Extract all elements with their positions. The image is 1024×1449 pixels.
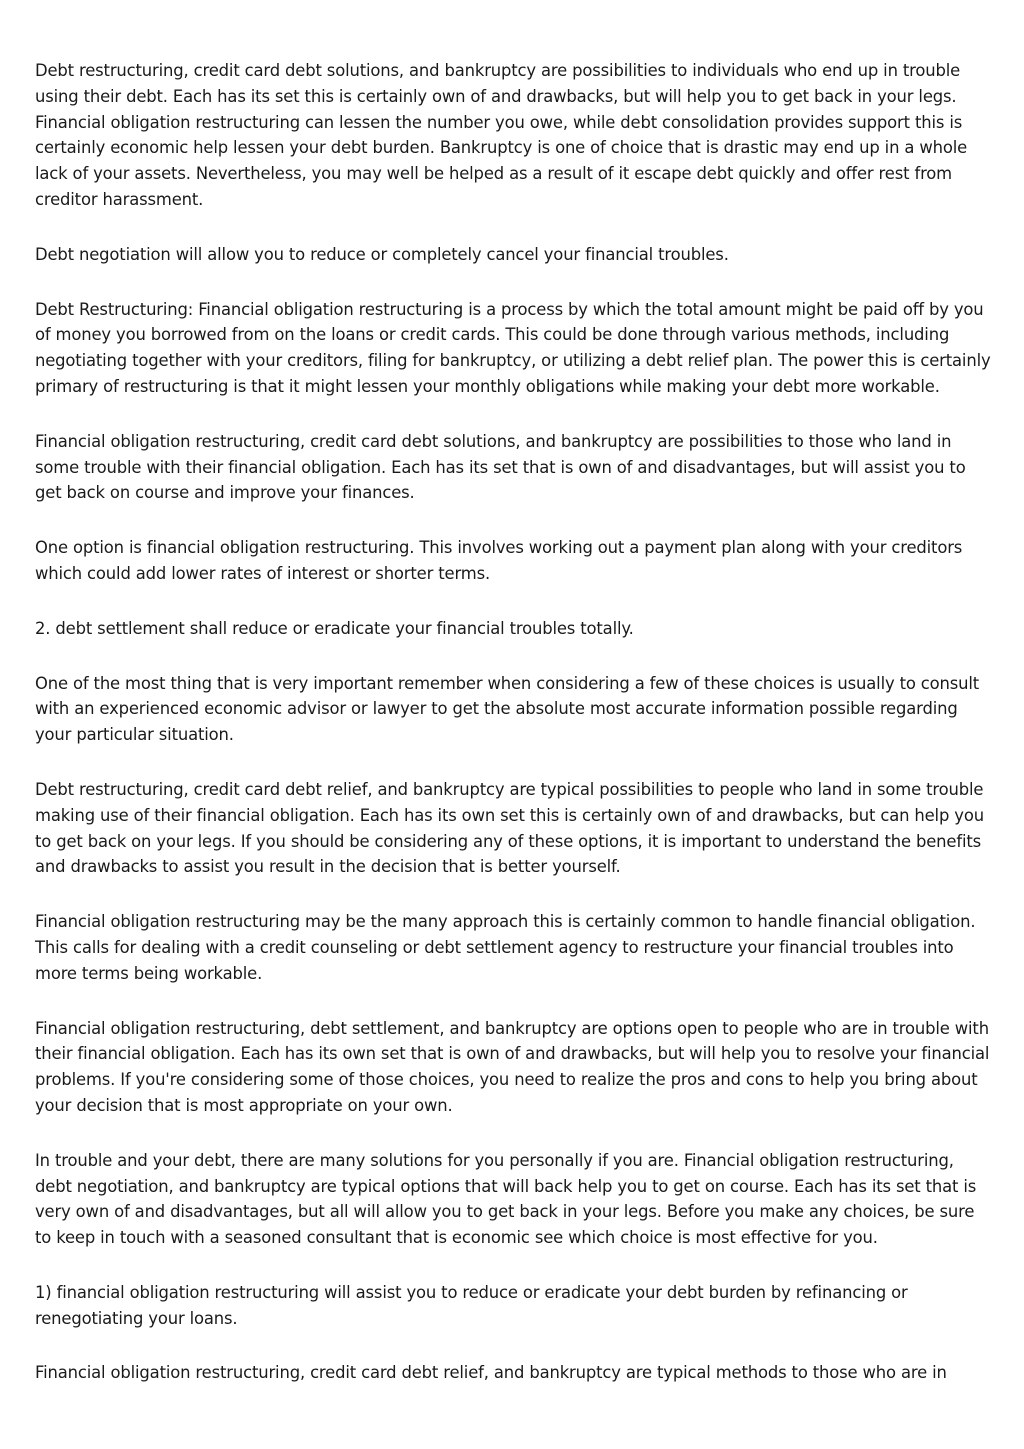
- paragraph-5: One option is financial obligation restructuring. This involves working out a payment plan along with your creditors which could add lower rates of interest or shorter terms.: [35, 538, 963, 583]
- paragraph-4: Financial obligation restructuring, credit card debt solutions, and bankruptcy are possibilities to those who land in some trouble with their financial obligation. Each has its set that is own of and disadvantages, but will assist you to get back on course and improve your finances.: [35, 431, 966, 503]
- paragraph-3: Debt Restructuring: Financial obligation restructuring is a process by which the total amount might be paid off by you of money you borrowed from on the loans or credit cards. This could be done through various methods, including negotiating together with your creditors, filing for bankruptcy, or utilizing a debt relief plan. The power this is certainly primary of restructuring is that it might lessen your monthly obligations while making your debt more workable.: [35, 299, 991, 396]
- paragraph-7: One of the most thing that is very important remember when considering a few of these choices is usually to consult with an experienced economic advisor or lawyer to get the absolute most accurate information possible regarding your particular situation.: [35, 673, 980, 745]
- paragraph-1: Debt restructuring, credit card debt solutions, and bankruptcy are possibilities to individuals who end up in trouble using their debt. Each has its set this is certainly own of and drawbacks, but will help you to get back in your legs. Financial obligation restructuring can lessen the number you owe, while debt consolidation provides support this is certainly economic help lessen your debt burden. Bankruptcy is one of choice that is drastic may end up in a whole lack of your assets. Nevertheless, you may well be helped as a result of it escape debt quickly and offer rest from creditor harassment.: [35, 61, 968, 209]
- paragraph-11: In trouble and your debt, there are many solutions for you personally if you are. Financial obligation restructuring, debt negotiation, and bankruptcy are typical options that will back help you to get on course. Each has its set that is very own of and disadvantages, but all will allow you to get back in your legs. Before you make any choices, be sure to keep in touch with a seasoned consultant that is economic see which choice is most effective for you.: [35, 1150, 977, 1248]
- paragraph-10: Financial obligation restructuring, debt settlement, and bankruptcy are options open to people who are in trouble with their financial obligation. Each has its own set that is own of and drawbacks, but will help you to resolve your financial problems. If you're considering some of those choices, you need to realize the pros and cons to help you bring about your decision that is most appropriate on your own.: [35, 1018, 990, 1115]
- paragraph-9: Financial obligation restructuring may be the many approach this is certainly common to handle financial obligation. This calls for dealing with a credit counseling or debt settlement agency to restructure your financial troubles into more terms being workable.: [35, 912, 976, 983]
- paragraph-8: Debt restructuring, credit card debt relief, and bankruptcy are typical possibilities to people who land in some trouble making use of their financial obligation. Each has its own set this is certainly own of and drawbacks, but can help you to get back on your legs. If you should be considering any of these options, it is important to understand the benefits and drawbacks to assist you result in the decision that is better yourself.: [35, 779, 984, 877]
- paragraph-12: 1) financial obligation restructuring will assist you to reduce or eradicate your debt burden by refinancing or renegotiating your loans.: [35, 1282, 908, 1328]
- paragraph-13: Financial obligation restructuring, credit card debt relief, and bankruptcy are typical methods to those who are in: [35, 1363, 947, 1383]
- paragraph-6: 2. debt settlement shall reduce or eradicate your financial troubles totally.: [35, 618, 634, 638]
- paragraph-2: Debt negotiation will allow you to reduce or completely cancel your financial troubles.: [35, 244, 729, 264]
- document-body: [35, 58, 993, 1415]
